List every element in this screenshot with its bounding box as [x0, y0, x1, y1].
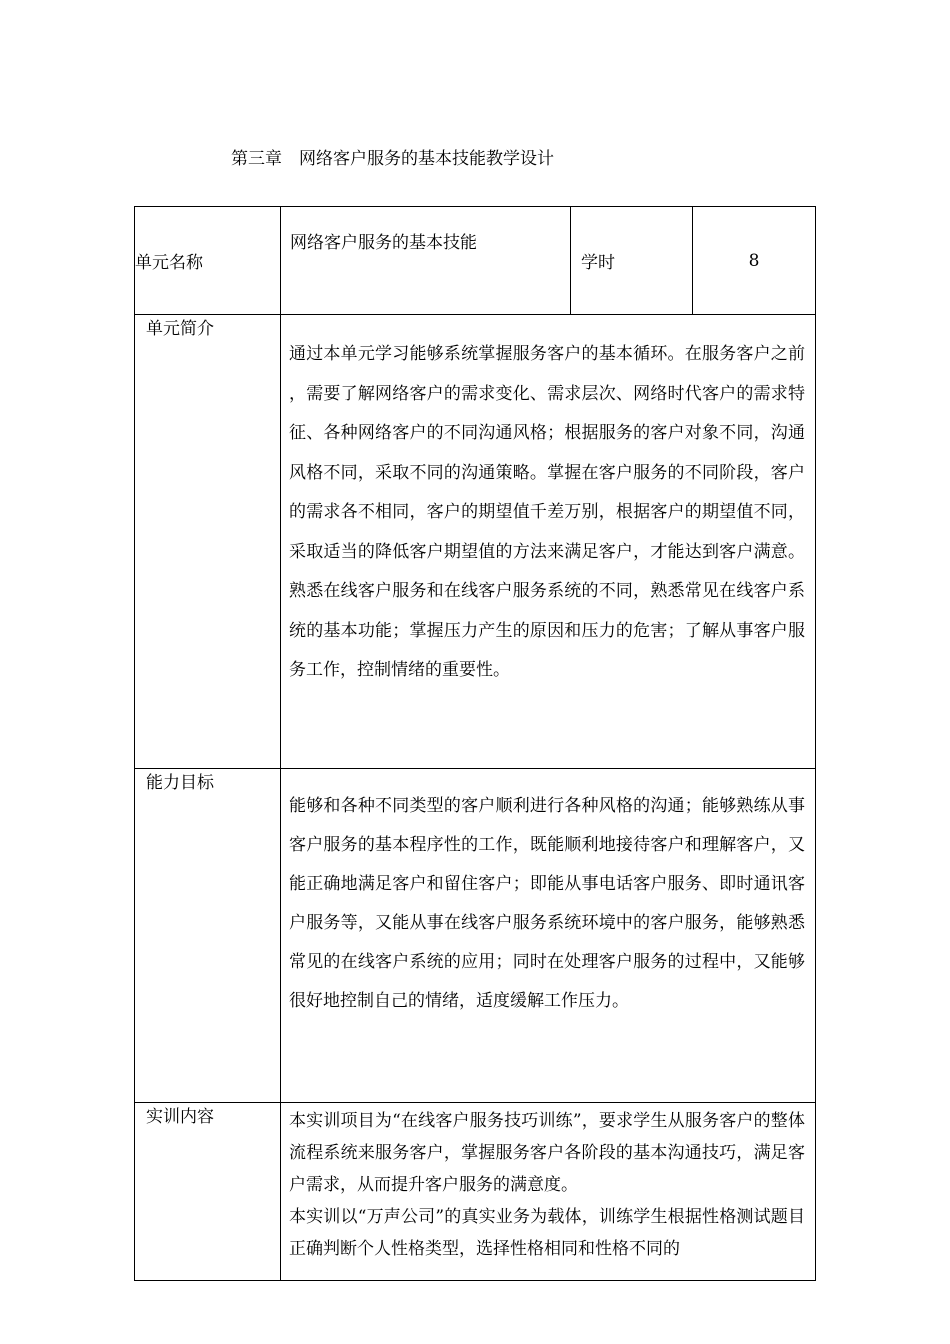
hours-label: 学时 [571, 207, 693, 315]
training-paragraph-1: 本实训项目为“在线客户服务技巧训练”，要求学生从服务客户的整体流程系统来服务客户，掌握服务客户各阶段的基本沟通技巧，满足客户需求，从而提升客户服务的满意度。 [289, 1111, 805, 1195]
ability-goal-label: 能力目标 [135, 769, 281, 1103]
unit-name-value: 网络客户服务的基本技能 [281, 207, 571, 315]
unit-intro-label: 单元简介 [135, 315, 281, 769]
training-content-row [135, 1103, 816, 1281]
page-title: 第三章 网络客户服务的基本技能教学设计 [231, 149, 554, 169]
unit-name-label: 单元名称 [135, 207, 281, 315]
unit-design-table [134, 206, 816, 1281]
unit-intro-row [135, 315, 816, 769]
training-paragraph-2: 本实训以“万声公司”的真实业务为载体，训练学生根据性格测试题目正确判断个人性格类型，选择性格相同和性格不同的 [289, 1207, 805, 1259]
training-content-label: 实训内容 [135, 1103, 281, 1281]
unit-intro-text: 通过本单元学习能够系统掌握服务客户的基本循环。在服务客户之前，需要了解网络客户的需求变化、需求层次、网络时代客户的需求特征、各种网络客户的不同沟通风格；根据服务的客户对象不同，沟通风格不同，采取不同的沟通策略。掌握在客户服务的不同阶段，客户的需求各不相同，客户的期望值千差万别，根据客户的期望值不同，采取适当的降低客户期望值的方法来满足客户，才能达到客户满意。熟悉在线客户服务和在线客户服务系统的不同，熟悉常见在线客户系统的基本功能；掌握压力产生的原因和压力的危害；了解从事客户服务工作，控制情绪的重要性。 [281, 315, 816, 769]
ability-goal-row [135, 769, 816, 1103]
training-content-cell [281, 1103, 816, 1281]
hours-value: 8 [693, 207, 816, 315]
unit-name-row [135, 207, 816, 315]
ability-goal-text: 能够和各种不同类型的客户顺利进行各种风格的沟通；能够熟练从事客户服务的基本程序性的工作，既能顺利地接待客户和理解客户，又能正确地满足客户和留住客户；即能从事电话客户服务、即时通讯客户服务等，又能从事在线客户服务系统环境中的客户服务，能够熟悉常见的在线客户系统的应用；同时在处理客户服务的过程中，又能够很好地控制自己的情绪，适度缓解工作压力。 [281, 769, 816, 1103]
